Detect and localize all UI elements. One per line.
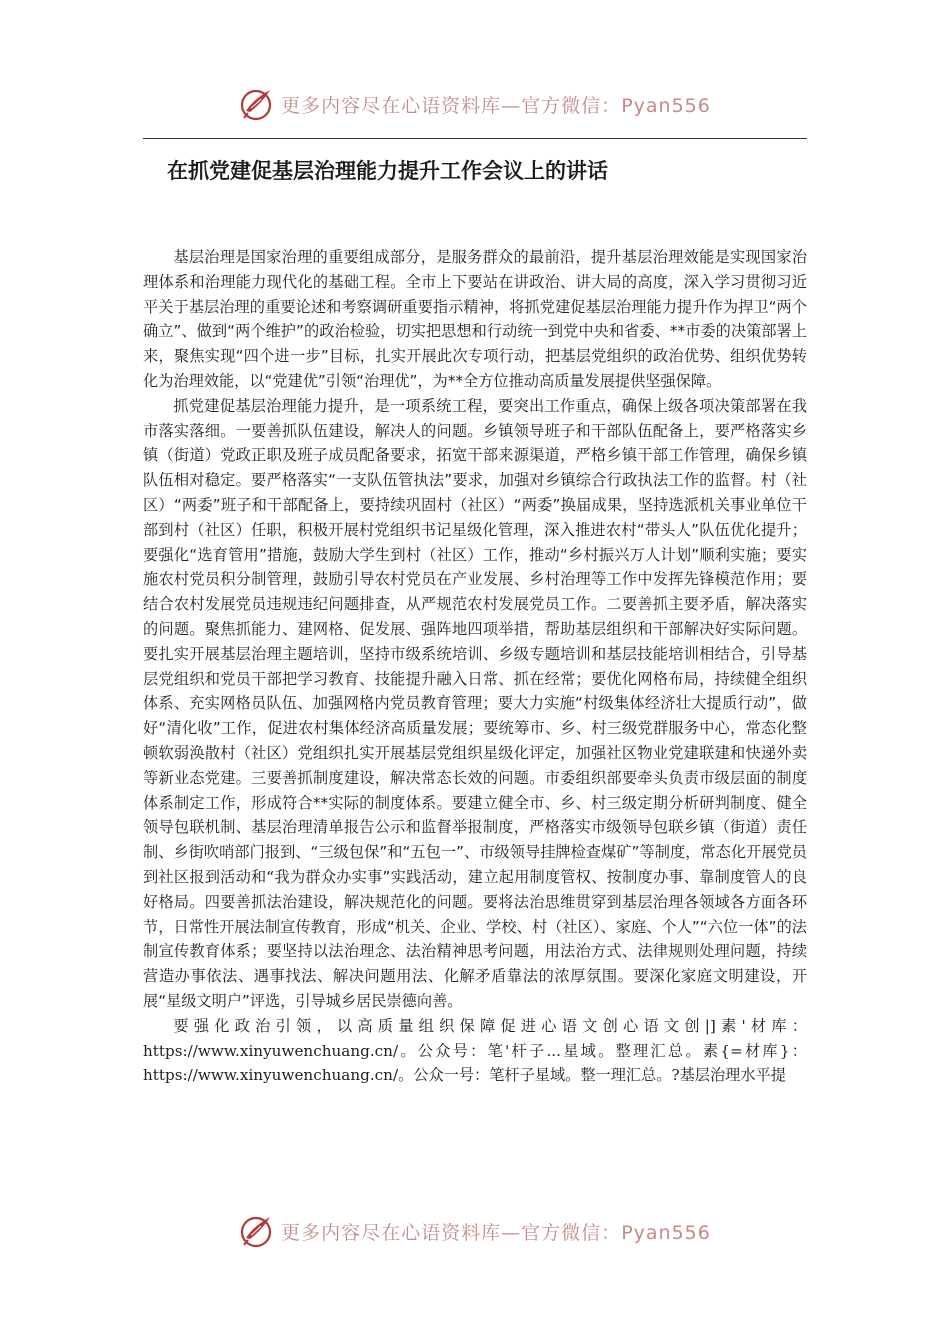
quill-logo-icon xyxy=(239,86,275,122)
header-banner xyxy=(0,82,950,126)
document-title: 在抓党建促基层治理能力提升工作会议上的讲话 xyxy=(167,159,608,183)
banner-separator: — xyxy=(501,1221,522,1244)
banner-slogan: 更多内容尽在心语资料库 xyxy=(281,1221,502,1244)
banner-text xyxy=(281,91,711,118)
banner-wechat-id: Pyan556 xyxy=(621,1221,711,1244)
banner-separator: — xyxy=(501,94,522,117)
banner-wechat-label: 官方微信： xyxy=(521,1221,622,1244)
quill-logo-icon xyxy=(239,1213,275,1249)
paragraph-3: 要强化政治引领，以高质量组织保障促进心语文创心语文创|]素'材库：https://www.xinyuwenchuang.cn/。公众号：笔'杆子...星域。整理汇总。素{=材库}：https://www.xinyuwenchuang.cn/。公众一号：笔杆子星域。整一理汇总。?基层治理水平提 xyxy=(143,1016,807,1085)
paragraph-2: 抓党建促基层治理能力提升，是一项系统工程，要突出工作重点，确保上级各项决策部署在我市落实落细。一要善抓队伍建设，解决人的问题。乡镇领导班子和干部队伍配备上，要严格落实乡镇（街道）党政正职及班子成员配备要求，拓宽干部来源渠道，严格乡镇干部工作管理，确保乡镇队伍相对稳定。要严格落实“一支队伍管执法”要求，加强对乡镇综合行政执法工作的监督。村（社区）“两委”班子和干部配备上，要持续巩固村（社区）“两委”换届成果，坚持选派机关事业单位干部到村（社区）任职，积极开展村党组织书记星级化管理，深入推进农村“带头人”队伍优化提升；要强化“选育管用”措施，鼓励大学生到村（社区）工作，推动“乡村振兴万人计划”顺利实施；要实施农村党员积分制管理，鼓励引导农村党员在产业发展、乡村治理等工作中发挥先锋模范作用；要结合农村发展党员违规违纪问题排查，从严规范农村发展党员工作。二要善抓主要矛盾，解决落实的问题。聚焦抓能力、建网格、促发展、强阵地四项举措，帮助基层组织和干部解决好实际问题。要扎实开展基层治理主题培训，坚持市级系统培训、乡级专题培训和基层技能培训相结合，引导基层党组织和党员干部把学习教育、技能提升融入日常、抓在经常；要优化网格布局，持续健全组织体系、充实网格员队伍、加强网格内党员教育管理；要大力实施“村级集体经济壮大提质行动”，做好“清化收”工作，促进农村集体经济高质量发展；要统筹市、乡、村三级党群服务中心，常态化整顿软弱涣散村（社区）党组织扎实开展基层党组织星级化评定，加强社区物业党建联建和快递外卖等新业态党建。三要善抓制度建设，解决常态长效的问题。市委组织部要牵头负责市级层面的制度体系制定工作，形成符合**实际的制度体系。要建立健全市、乡、村三级定期分析研判制度、健全领导包联机制、基层治理清单报告公示和监督举报制度，严格落实市级领导包联乡镇（街道）责任制、乡街吹哨部门报到、“三级包保”和“五包一”、市级领导挂牌检查煤矿”等制度，常态化开展党员到社区报到活动和“我为群众办实事”实践活动，建立起用制度管权、按制度办事、靠制度管人的良好格局。四要善抓法治建设，解决规范化的问题。要将法治思维贯穿到基层治理各领域各方面各环节，日常性开展法制宣传教育，形成“机关、企业、学校、村（社区）、家庭、个人”“六位一体”的法制宣传教育体系；要坚持以法治理念、法治精神思考问题，用法治方式、法律规则处理问题，持续营造办事依法、遇事找法、解决问题用法、化解矛盾靠法的浓厚氛围。要深化家庭文明建设，开展“星级文明户”评选，引导城乡居民崇德向善。 xyxy=(143,396,807,1010)
paragraph-1: 基层治理是国家治理的重要组成部分，是服务群众的最前沿，提升基层治理效能是实现国家治理体系和治理能力现代化的基础工程。全市上下要站在讲政治、讲大局的高度，深入学习贯彻习近平关于基层治理的重要论述和考察调研重要指示精神，将抓党建促基层治理能力提升作为捍卫“两个确立”、做到“两个维护”的政治检验，切实把思想和行动统一到党中央和省委、**市委的决策部署上来，聚焦实现“四个进一步”目标，扎实开展此次专项行动，把基层党组织的政治优势、组织优势转化为治理效能，以“党建优”引领“治理优”，为**全方位推动高质量发展提供坚强保障。 xyxy=(143,248,807,390)
banner-wechat-label: 官方微信： xyxy=(521,94,622,117)
banner-slogan: 更多内容尽在心语资料库 xyxy=(281,94,502,117)
banner-text xyxy=(281,1218,711,1245)
document-body xyxy=(143,245,807,1088)
banner-wechat-id: Pyan556 xyxy=(621,94,711,117)
header-rule xyxy=(143,138,807,139)
footer-banner xyxy=(0,1209,950,1253)
